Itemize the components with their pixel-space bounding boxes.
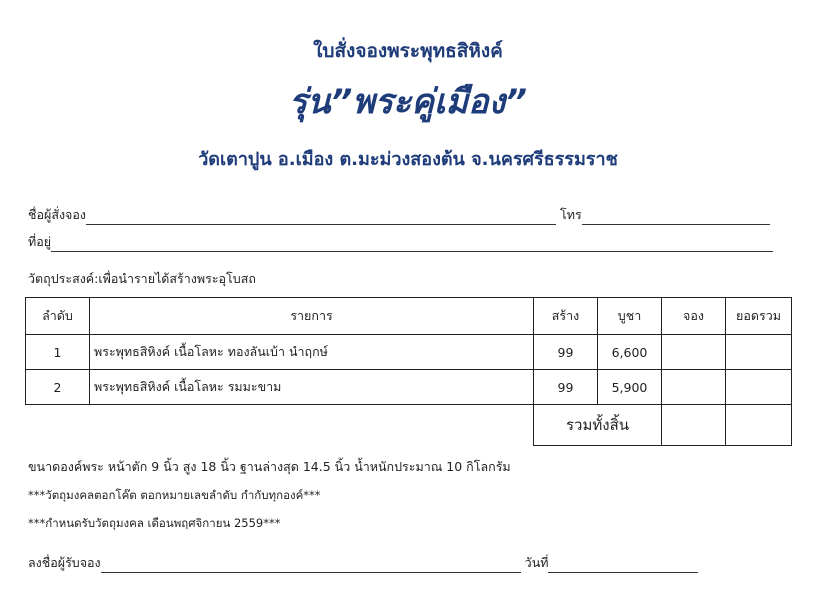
signature-row <box>28 553 698 573</box>
address-row <box>28 232 773 252</box>
orderer-row <box>28 205 770 225</box>
total-spacer <box>90 405 534 446</box>
total-label: รวมทั้งสิ้น <box>534 405 662 446</box>
table-header-row <box>26 298 792 335</box>
table-row <box>26 370 792 405</box>
orderer-name-field[interactable] <box>86 210 556 225</box>
row-price: 6,600 <box>598 335 662 370</box>
total-spacer <box>26 405 90 446</box>
row-booking-cell[interactable] <box>662 335 726 370</box>
phone-field[interactable] <box>582 210 770 225</box>
form-title: ใบสั่งจองพระพุทธสิหิงค์ <box>313 40 503 62</box>
purpose-text: วัตถุประสงค์:เพื่อนำรายได้สร้างพระอุโบสถ <box>28 271 256 286</box>
row-price: 5,900 <box>598 370 662 405</box>
address-field[interactable] <box>51 237 773 252</box>
row-number: 1 <box>26 335 90 370</box>
row-booking-cell[interactable] <box>662 370 726 405</box>
col-header: ยอดรวม <box>726 298 792 335</box>
row-sum-cell[interactable] <box>726 370 792 405</box>
orderer-name-label: ชื่อผู้สั่งจอง <box>28 207 86 222</box>
total-sum-cell[interactable] <box>726 405 792 446</box>
code-note: ***วัตถุมงคลตอกโค๊ต ตอกหมายเลขลำดับ กำกับทุกองค์*** <box>28 488 321 502</box>
table-row <box>26 335 792 370</box>
col-header: บูชา <box>598 298 662 335</box>
date-label: วันที่ <box>524 555 549 570</box>
series-title: รุ่น”พระคู่เมือง” <box>288 82 528 122</box>
size-note: ขนาดองค์พระ หน้าตัก 9 นิ้ว สูง 18 นิ้ว ฐานล่างสุด 14.5 นิ้ว น้ำหนักประมาณ 10 กิโลกรัม <box>28 459 511 474</box>
col-header: จอง <box>662 298 726 335</box>
col-header: ลำดับ <box>26 298 90 335</box>
row-number: 2 <box>26 370 90 405</box>
due-note: ***กำหนดรับวัตถุมงคล เดือนพฤศจิกายน 2559*** <box>28 516 281 530</box>
phone-label: โทร <box>559 207 582 222</box>
receiver-signature-field[interactable] <box>101 558 521 573</box>
order-table <box>25 297 792 446</box>
total-row <box>26 405 792 446</box>
temple-address: วัดเตาปูน อ.เมือง ต.มะม่วงสองต้น จ.นครศรีธรรมราช <box>198 149 618 170</box>
row-sum-cell[interactable] <box>726 335 792 370</box>
row-made: 99 <box>534 335 598 370</box>
receiver-label: ลงชื่อผู้รับจอง <box>28 555 101 570</box>
total-booking-cell[interactable] <box>662 405 726 446</box>
address-label: ที่อยู่ <box>28 234 52 249</box>
col-header: รายการ <box>90 298 534 335</box>
row-item: พระพุทธสิหิงค์ เนื้อโลหะ ทองลันเบ้า นำฤกษ์ <box>90 335 534 370</box>
col-header: สร้าง <box>534 298 598 335</box>
row-made: 99 <box>534 370 598 405</box>
row-item: พระพุทธสิหิงค์ เนื้อโลหะ รมมะขาม <box>90 370 534 405</box>
date-field[interactable] <box>548 558 698 573</box>
